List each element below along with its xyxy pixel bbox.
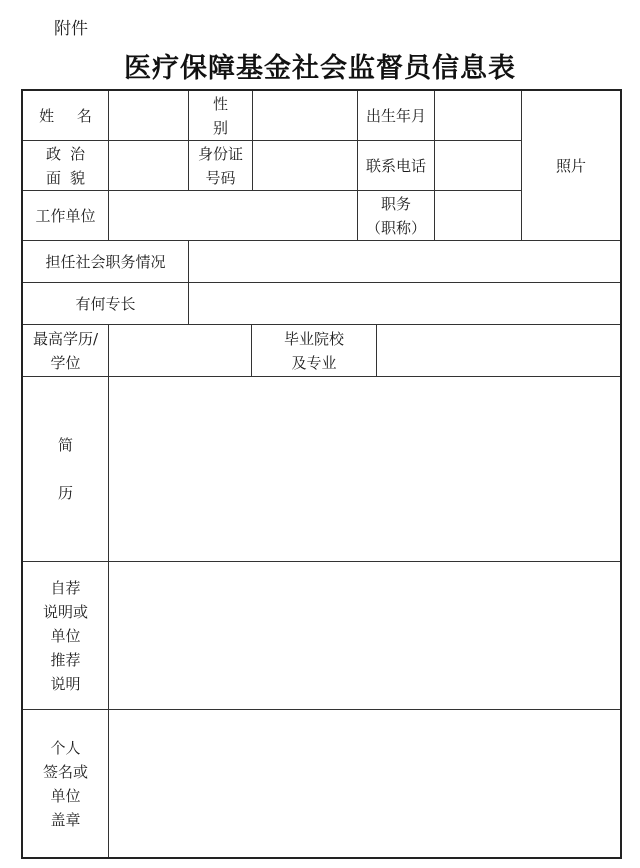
form-title: 医疗保障基金社会监督员信息表 [124,53,516,84]
school-major-field[interactable] [377,325,620,377]
political-status-field[interactable] [109,141,189,191]
attachment-label: 附件 [54,19,88,39]
social-roles-field[interactable] [189,241,620,283]
school-major-label: 毕业院校 及专业 [252,325,377,377]
info-form-table [21,89,622,859]
political-status-label: 政治 面貌 [23,141,109,191]
phone-label: 联系电话 [358,141,435,191]
education-label: 最高学历/ 学位 [23,325,109,377]
name-field[interactable] [109,91,189,141]
phone-field[interactable] [435,141,522,191]
birth-label: 出生年月 [358,91,435,141]
resume-label: 简 历 [23,377,109,562]
id-number-label: 身份证 号码 [189,141,253,191]
employer-field[interactable] [109,191,358,241]
employer-label: 工作单位 [23,191,109,241]
resume-field[interactable] [109,377,620,562]
specialty-field[interactable] [189,283,620,325]
id-number-field[interactable] [253,141,358,191]
name-label: 姓 名 [23,91,109,141]
photo-box[interactable]: 照片 [522,91,620,241]
gender-field[interactable] [253,91,358,141]
position-field[interactable] [435,191,522,241]
birth-field[interactable] [435,91,522,141]
signature-label: 个人 签名或 单位 盖章 [23,710,109,857]
specialty-label: 有何专长 [23,283,189,325]
position-label: 职务 （职称） [358,191,435,241]
education-field[interactable] [109,325,252,377]
gender-label: 性 别 [189,91,253,141]
recommendation-field[interactable] [109,562,620,710]
recommendation-label: 自荐 说明或 单位 推荐 说明 [23,562,109,710]
signature-field[interactable] [109,710,620,857]
social-roles-label: 担任社会职务情况 [23,241,189,283]
